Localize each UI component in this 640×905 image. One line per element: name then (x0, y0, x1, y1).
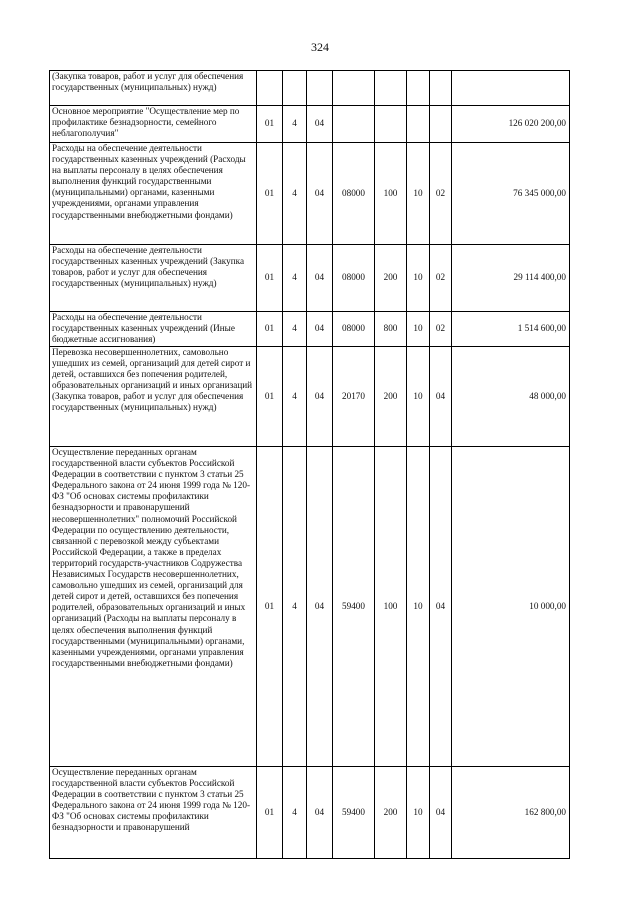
table-row (50, 447, 570, 767)
code-cell-3: 04 (307, 447, 333, 767)
row-description: Расходы на обеспечение деятельности государственных казенных учреждений (Закупка товаров, работ и услуг для обеспечения государственных (муниципальных) нужд) (50, 245, 257, 312)
code-cell-7: 02 (430, 143, 452, 245)
code-cell-4: 08000 (333, 245, 375, 312)
page-number: 324 (311, 40, 329, 54)
code-cell-6: 10 (407, 767, 430, 859)
code-cell-2: 4 (283, 767, 307, 859)
row-description: Осуществление переданных органам государственной власти субъектов Российской Федерации в соответствии с пунктом 3 статьи 25 Федерального закона от 24 июня 1999 года № 120-ФЗ "Об основах системы профилактики безнадзорности и правонарушений несовершеннолетних" полномочий Российской Федерации по осуществлению деятельности, связанной с перевозкой между субъектами Российской Федерации, а также в пределах территорий государств-участников Содружества Независимых Государств несовершеннолетних, самовольно ушедших из семей, организаций для детей сирот и детей, оставшихся без попечения родителей, образовательных организаций и иных организаций (Расходы на выплаты персоналу в целях обеспечения выполнения функций государственными (муниципальными) органами, казенными учреждениями, органами управления государственными внебюджетными фондами) (50, 447, 257, 767)
code-cell-7: 04 (430, 767, 452, 859)
code-cell-3: 04 (307, 106, 333, 143)
code-cell-5: 200 (375, 347, 407, 447)
code-cell-4 (333, 71, 375, 106)
amount-cell: 76 345 000,00 (452, 143, 570, 245)
code-cell-6: 10 (407, 245, 430, 312)
table-row (50, 143, 570, 245)
code-cell-5: 100 (375, 143, 407, 245)
code-cell-2: 4 (283, 245, 307, 312)
code-cell-3: 04 (307, 312, 333, 347)
table-body (50, 71, 570, 859)
code-cell-1: 01 (257, 106, 283, 143)
row-description: (Закупка товаров, работ и услуг для обеспечения государственных (муниципальных) нужд) (50, 71, 257, 106)
row-description: Перевозка несовершеннолетних, самовольно ушедших из семей, организаций для детей сирот и детей, оставшихся без попечения родителей, образовательных организаций и иных организаций (Закупка товаров, работ и услуг для обеспечения государственных (муниципальных) нужд) (50, 347, 257, 447)
table-row (50, 767, 570, 859)
code-cell-2: 4 (283, 312, 307, 347)
code-cell-1: 01 (257, 767, 283, 859)
amount-cell (452, 71, 570, 106)
code-cell-5 (375, 106, 407, 143)
code-cell-3 (307, 71, 333, 106)
code-cell-2: 4 (283, 143, 307, 245)
code-cell-6: 10 (407, 143, 430, 245)
code-cell-1 (257, 71, 283, 106)
code-cell-5: 200 (375, 245, 407, 312)
amount-cell: 162 800,00 (452, 767, 570, 859)
code-cell-3: 04 (307, 143, 333, 245)
amount-cell: 29 114 400,00 (452, 245, 570, 312)
row-description: Расходы на обеспечение деятельности государственных казенных учреждений (Расходы на выплаты персоналу в целях обеспечения выполнения функций государственными (муниципальными) органами, казенными учреждениями, органами управления государственными внебюджетными фондами) (50, 143, 257, 245)
amount-cell: 10 000,00 (452, 447, 570, 767)
code-cell-7 (430, 106, 452, 143)
code-cell-3: 04 (307, 245, 333, 312)
table-row (50, 71, 570, 106)
code-cell-4: 59400 (333, 447, 375, 767)
code-cell-5: 100 (375, 447, 407, 767)
code-cell-6: 10 (407, 312, 430, 347)
table-row (50, 347, 570, 447)
code-cell-7 (430, 71, 452, 106)
code-cell-5 (375, 71, 407, 106)
code-cell-4: 59400 (333, 767, 375, 859)
amount-cell: 1 514 600,00 (452, 312, 570, 347)
code-cell-4: 08000 (333, 143, 375, 245)
code-cell-2: 4 (283, 106, 307, 143)
table-row (50, 312, 570, 347)
code-cell-7: 02 (430, 245, 452, 312)
code-cell-3: 04 (307, 347, 333, 447)
code-cell-5: 800 (375, 312, 407, 347)
code-cell-1: 01 (257, 245, 283, 312)
table-row (50, 245, 570, 312)
code-cell-6 (407, 106, 430, 143)
code-cell-3: 04 (307, 767, 333, 859)
code-cell-4: 20170 (333, 347, 375, 447)
code-cell-2 (283, 71, 307, 106)
budget-table (49, 70, 570, 859)
code-cell-4 (333, 106, 375, 143)
code-cell-5: 200 (375, 767, 407, 859)
row-description: Расходы на обеспечение деятельности государственных казенных учреждений (Иные бюджетные ассигнования) (50, 312, 257, 347)
row-description: Основное мероприятие "Осуществление мер по профилактике безнадзорности, семейного неблагополучия" (50, 106, 257, 143)
code-cell-1: 01 (257, 447, 283, 767)
code-cell-6: 10 (407, 447, 430, 767)
amount-cell: 126 020 200,00 (452, 106, 570, 143)
code-cell-2: 4 (283, 347, 307, 447)
code-cell-1: 01 (257, 143, 283, 245)
code-cell-7: 04 (430, 347, 452, 447)
code-cell-4: 08000 (333, 312, 375, 347)
code-cell-7: 02 (430, 312, 452, 347)
amount-cell: 48 000,00 (452, 347, 570, 447)
code-cell-6: 10 (407, 347, 430, 447)
code-cell-2: 4 (283, 447, 307, 767)
code-cell-6 (407, 71, 430, 106)
row-description: Осуществление переданных органам государственной власти субъектов Российской Федерации в соответствии с пунктом 3 статьи 25 Федерального закона от 24 июня 1999 года № 120-ФЗ "Об основах системы профилактики безнадзорности и правонарушений (50, 767, 257, 859)
code-cell-1: 01 (257, 312, 283, 347)
table-row (50, 106, 570, 143)
code-cell-7: 04 (430, 447, 452, 767)
code-cell-1: 01 (257, 347, 283, 447)
